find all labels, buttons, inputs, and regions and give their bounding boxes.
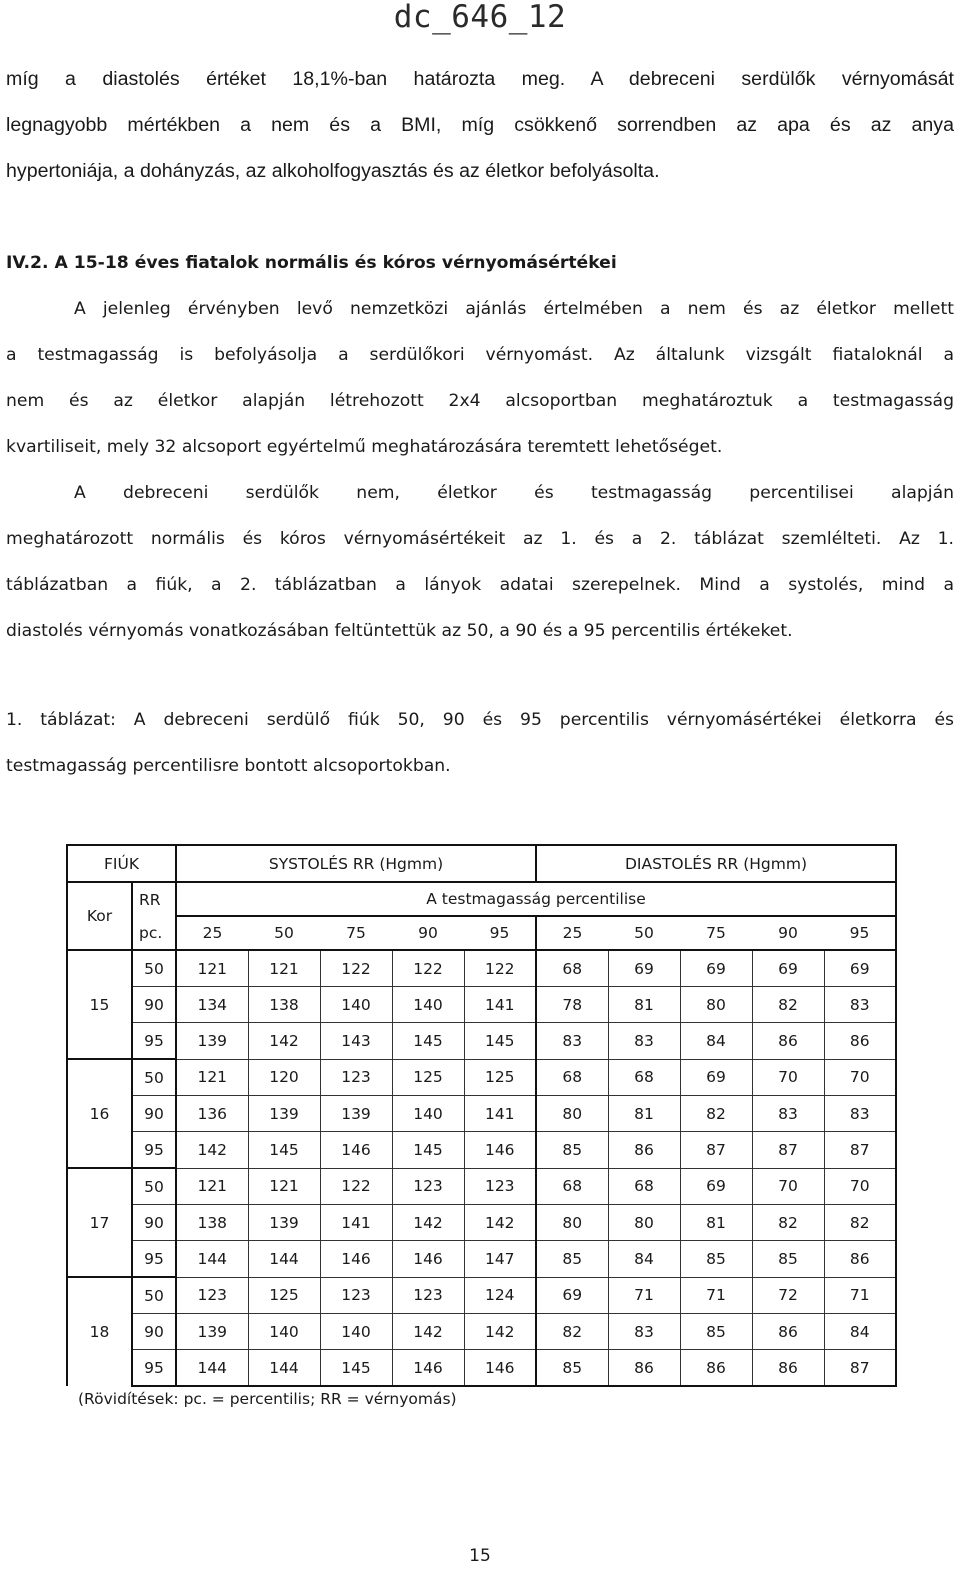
value-cell: 147 — [464, 1241, 536, 1278]
height-percentile: 75 — [320, 916, 392, 950]
text-line: A jelenleg érvényben levő nemzetközi ajánlás értelmében a nem és az életkor mellett — [74, 299, 954, 319]
pc-cell: 90 — [132, 987, 176, 1023]
caption-line: testmagasság percentilisre bontott alcsoportokban. — [6, 756, 451, 776]
value-cell: 68 — [608, 1059, 680, 1096]
section-title: IV.2. A 15-18 éves fiatalok normális és kóros vérnyomásértékei — [6, 253, 617, 273]
value-cell: 78 — [536, 987, 608, 1023]
value-cell: 68 — [536, 1168, 608, 1205]
blood-pressure-table — [66, 844, 897, 1387]
value-cell: 87 — [824, 1350, 896, 1387]
value-cell: 82 — [752, 1205, 824, 1241]
value-cell: 70 — [824, 1059, 896, 1096]
height-percentile: 50 — [608, 916, 680, 950]
pc-cell: 50 — [132, 1059, 176, 1096]
text-line: nem és az életkor alapján létrehozott 2x4 alcsoportban meghatároztuk a testmagasság — [6, 391, 954, 411]
text-line: legnagyobb mértékben a nem és a BMI, míg csökkenő sorrendben az apa és az anya — [6, 114, 954, 136]
value-cell: 142 — [248, 1023, 320, 1060]
value-cell: 121 — [248, 950, 320, 987]
value-cell: 120 — [248, 1059, 320, 1096]
page-number: 15 — [469, 1546, 491, 1566]
value-cell: 144 — [176, 1241, 248, 1278]
value-cell: 123 — [392, 1277, 464, 1314]
value-cell: 145 — [392, 1132, 464, 1169]
value-cell: 86 — [608, 1132, 680, 1169]
value-cell: 85 — [680, 1314, 752, 1350]
height-percentile: 75 — [680, 916, 752, 950]
value-cell: 68 — [536, 950, 608, 987]
value-cell: 80 — [680, 987, 752, 1023]
value-cell: 142 — [464, 1205, 536, 1241]
value-cell: 83 — [752, 1096, 824, 1132]
value-cell: 121 — [176, 1168, 248, 1205]
value-cell: 146 — [464, 1132, 536, 1169]
value-cell: 146 — [392, 1241, 464, 1278]
value-cell: 81 — [680, 1205, 752, 1241]
pc-cell: 95 — [132, 1023, 176, 1060]
age-cell: 15 — [67, 950, 132, 1059]
value-cell: 70 — [824, 1168, 896, 1205]
value-cell: 122 — [320, 1168, 392, 1205]
text-line: hypertoniája, a dohányzás, az alkoholfogyasztás és az életkor befolyásolta. — [6, 160, 660, 182]
pc-cell: 50 — [132, 950, 176, 987]
value-cell: 84 — [680, 1023, 752, 1060]
text-line: A debreceni serdülők nem, életkor és testmagasság percentilisei alapján — [74, 483, 954, 503]
table-row — [67, 1023, 896, 1060]
intro-paragraph — [6, 56, 954, 194]
kor-label: Kor — [67, 882, 132, 950]
value-cell: 143 — [320, 1023, 392, 1060]
value-cell: 80 — [536, 1205, 608, 1241]
value-cell: 87 — [752, 1132, 824, 1169]
value-cell: 86 — [752, 1350, 824, 1387]
value-cell: 86 — [608, 1350, 680, 1387]
value-cell: 85 — [680, 1241, 752, 1278]
diastole-header: DIASTOLÉS RR (Hgmm) — [536, 845, 896, 882]
value-cell: 146 — [320, 1132, 392, 1169]
text-line: diastolés vérnyomás vonatkozásában feltüntettük az 50, a 90 és a 95 percentilis értékeket. — [6, 621, 793, 641]
age-cell: 17 — [67, 1168, 132, 1277]
value-cell: 140 — [392, 1096, 464, 1132]
pc-cell: 50 — [132, 1277, 176, 1314]
value-cell: 72 — [752, 1277, 824, 1314]
table-footnote: (Rövidítések: pc. = percentilis; RR = vérnyomás) — [78, 1390, 457, 1408]
value-cell: 86 — [752, 1023, 824, 1060]
table-row — [67, 1059, 896, 1096]
value-cell: 87 — [824, 1132, 896, 1169]
text-line: kvartiliseit, mely 32 alcsoport egyértelmű meghatározására teremtett lehetőséget. — [6, 437, 723, 457]
height-percentile: 25 — [536, 916, 608, 950]
value-cell: 85 — [536, 1132, 608, 1169]
height-percentile: 90 — [752, 916, 824, 950]
value-cell: 144 — [248, 1350, 320, 1387]
value-cell: 139 — [248, 1096, 320, 1132]
value-cell: 141 — [320, 1205, 392, 1241]
age-cell: 18 — [67, 1277, 132, 1386]
value-cell: 146 — [320, 1241, 392, 1278]
table-row — [67, 1096, 896, 1132]
value-cell: 138 — [176, 1205, 248, 1241]
table-row — [67, 1132, 896, 1169]
value-cell: 123 — [464, 1168, 536, 1205]
value-cell: 140 — [248, 1314, 320, 1350]
value-cell: 125 — [248, 1277, 320, 1314]
value-cell: 87 — [680, 1132, 752, 1169]
table-row — [67, 1314, 896, 1350]
pc-cell: 95 — [132, 1350, 176, 1387]
value-cell: 139 — [248, 1205, 320, 1241]
height-percentile-header: A testmagasság percentilise — [176, 882, 896, 916]
table-row — [67, 1168, 896, 1205]
value-cell: 144 — [248, 1241, 320, 1278]
value-cell: 139 — [176, 1023, 248, 1060]
value-cell: 142 — [464, 1314, 536, 1350]
rr-label: RR — [132, 882, 176, 916]
value-cell: 125 — [464, 1059, 536, 1096]
pc-cell: 50 — [132, 1168, 176, 1205]
section-iv2 — [6, 240, 954, 654]
value-cell: 86 — [752, 1314, 824, 1350]
value-cell: 140 — [320, 1314, 392, 1350]
value-cell: 122 — [320, 950, 392, 987]
value-cell: 145 — [248, 1132, 320, 1169]
pc-cell: 90 — [132, 1314, 176, 1350]
pc-cell: 90 — [132, 1096, 176, 1132]
value-cell: 121 — [248, 1168, 320, 1205]
value-cell: 69 — [680, 1168, 752, 1205]
table-row — [67, 987, 896, 1023]
value-cell: 81 — [608, 987, 680, 1023]
table-row — [67, 1241, 896, 1278]
height-percentile: 25 — [176, 916, 248, 950]
value-cell: 83 — [608, 1314, 680, 1350]
value-cell: 86 — [824, 1023, 896, 1060]
value-cell: 124 — [464, 1277, 536, 1314]
table-row — [67, 1350, 896, 1387]
text-line: meghatározott normális és kóros vérnyomásértékeit az 1. és a 2. táblázat szemlélteti. Az 1. — [6, 529, 954, 549]
value-cell: 123 — [320, 1059, 392, 1096]
value-cell: 85 — [536, 1350, 608, 1387]
value-cell: 142 — [392, 1314, 464, 1350]
height-percentile: 50 — [248, 916, 320, 950]
value-cell: 69 — [536, 1277, 608, 1314]
value-cell: 86 — [680, 1350, 752, 1387]
value-cell: 71 — [824, 1277, 896, 1314]
value-cell: 83 — [608, 1023, 680, 1060]
value-cell: 139 — [176, 1314, 248, 1350]
value-cell: 146 — [464, 1350, 536, 1387]
pc-cell: 90 — [132, 1205, 176, 1241]
value-cell: 70 — [752, 1168, 824, 1205]
value-cell: 69 — [752, 950, 824, 987]
height-percentile: 95 — [464, 916, 536, 950]
value-cell: 70 — [752, 1059, 824, 1096]
group-label: FIÚK — [67, 845, 176, 882]
value-cell: 141 — [464, 987, 536, 1023]
value-cell: 134 — [176, 987, 248, 1023]
value-cell: 146 — [392, 1350, 464, 1387]
value-cell: 122 — [464, 950, 536, 987]
value-cell: 82 — [536, 1314, 608, 1350]
value-cell: 142 — [392, 1205, 464, 1241]
table-row — [67, 1205, 896, 1241]
height-percentile: 95 — [824, 916, 896, 950]
value-cell: 123 — [176, 1277, 248, 1314]
value-cell: 81 — [608, 1096, 680, 1132]
value-cell: 84 — [824, 1314, 896, 1350]
caption-line: 1. táblázat: A debreceni serdülő fiúk 50, 90 és 95 percentilis vérnyomásértékei életkorra és — [6, 710, 954, 730]
text-line: táblázatban a fiúk, a 2. táblázatban a lányok adatai szerepelnek. Mind a systolés, mind a — [6, 575, 954, 595]
value-cell: 140 — [392, 987, 464, 1023]
height-percentile: 90 — [392, 916, 464, 950]
pc-cell: 95 — [132, 1241, 176, 1278]
table-caption — [6, 697, 954, 789]
value-cell: 85 — [536, 1241, 608, 1278]
table-row — [67, 950, 896, 987]
value-cell: 83 — [536, 1023, 608, 1060]
value-cell: 122 — [392, 950, 464, 987]
value-cell: 121 — [176, 1059, 248, 1096]
table-body — [67, 950, 896, 1386]
age-cell: 16 — [67, 1059, 132, 1168]
value-cell: 85 — [752, 1241, 824, 1278]
value-cell: 84 — [608, 1241, 680, 1278]
pc-cell: 95 — [132, 1132, 176, 1169]
value-cell: 142 — [176, 1132, 248, 1169]
value-cell: 80 — [608, 1205, 680, 1241]
table-row — [67, 1277, 896, 1314]
value-cell: 139 — [320, 1096, 392, 1132]
value-cell: 82 — [752, 987, 824, 1023]
value-cell: 69 — [824, 950, 896, 987]
value-cell: 68 — [608, 1168, 680, 1205]
value-cell: 82 — [680, 1096, 752, 1132]
systole-header: SYSTOLÉS RR (Hgmm) — [176, 845, 536, 882]
value-cell: 82 — [824, 1205, 896, 1241]
value-cell: 136 — [176, 1096, 248, 1132]
document-code-header: dc_646_12 — [393, 0, 567, 35]
value-cell: 80 — [536, 1096, 608, 1132]
value-cell: 123 — [320, 1277, 392, 1314]
value-cell: 144 — [176, 1350, 248, 1387]
text-line: míg a diastolés értéket 18,1%-ban határozta meg. A debreceni serdülők vérnyomását — [6, 68, 954, 90]
value-cell: 141 — [464, 1096, 536, 1132]
value-cell: 86 — [824, 1241, 896, 1278]
value-cell: 83 — [824, 1096, 896, 1132]
value-cell: 83 — [824, 987, 896, 1023]
text-line: a testmagasság is befolyásolja a serdülőkori vérnyomást. Az általunk vizsgált fiataloknál a — [6, 345, 954, 365]
value-cell: 138 — [248, 987, 320, 1023]
value-cell: 145 — [392, 1023, 464, 1060]
value-cell: 145 — [464, 1023, 536, 1060]
value-cell: 121 — [176, 950, 248, 987]
value-cell: 71 — [608, 1277, 680, 1314]
value-cell: 69 — [680, 950, 752, 987]
value-cell: 140 — [320, 987, 392, 1023]
value-cell: 123 — [392, 1168, 464, 1205]
value-cell: 71 — [680, 1277, 752, 1314]
pc-label: pc. — [132, 916, 176, 950]
value-cell: 68 — [536, 1059, 608, 1096]
value-cell: 125 — [392, 1059, 464, 1096]
value-cell: 69 — [680, 1059, 752, 1096]
value-cell: 145 — [320, 1350, 392, 1387]
value-cell: 69 — [608, 950, 680, 987]
